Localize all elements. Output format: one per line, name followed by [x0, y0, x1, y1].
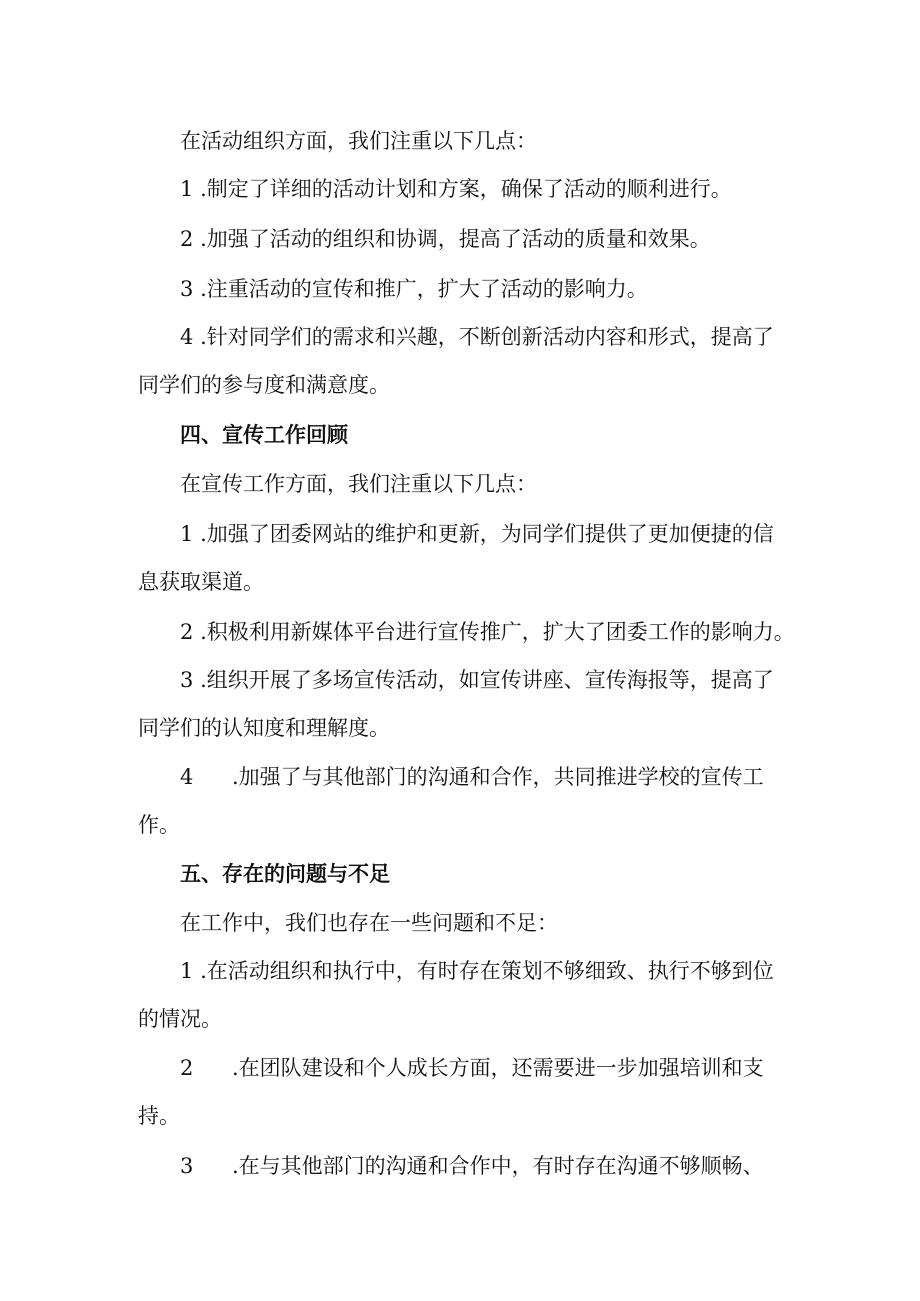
- list-text: .在与其他部门的沟通和合作中，有时存在沟通不够顺畅、: [232, 1154, 764, 1178]
- list-number: 3: [180, 277, 194, 301]
- list-number: 1: [180, 522, 194, 546]
- list-number: 4: [180, 765, 194, 789]
- list-number: 4: [180, 325, 194, 349]
- list-item: [138, 947, 788, 1043]
- list-item: [138, 656, 788, 752]
- section-heading-5: 五、存在的问题与不足: [180, 862, 390, 886]
- list-text: .针对同学们的需求和兴趣，不断创新活动内容和形式，提高了: [200, 325, 774, 349]
- list-text-continued: 同学们的认知度和理解度。: [138, 716, 390, 740]
- paragraph-text: 在工作中，我们也存在一些问题和不足：: [180, 911, 558, 935]
- list-text: .加强了与其他部门的沟通和合作，共同推进学校的宣传工: [232, 765, 764, 789]
- list-number: 2: [180, 227, 194, 251]
- list-text-continued: 的情况。: [138, 1007, 222, 1031]
- list-text-continued: 同学们的参与度和满意度。: [138, 373, 390, 397]
- list-text-continued: 持。: [138, 1104, 180, 1128]
- list-text: .制定了详细的活动计划和方案，确保了活动的顺利进行。: [200, 177, 732, 201]
- list-text: .在团队建设和个人成长方面，还需要进一步加强培训和支: [232, 1056, 764, 1080]
- section-heading-4: 四、宣传工作回顾: [180, 423, 348, 447]
- list-text: .组织开展了多场宣传活动，如宣传讲座、宣传海报等，提高了: [200, 668, 774, 692]
- list-item: [138, 313, 788, 409]
- paragraph-text: 在活动组织方面，我们注重以下几点：: [180, 129, 537, 153]
- list-item: [138, 215, 788, 263]
- list-text: .积极利用新媒体平台进行宣传推广，扩大了团委工作的影响力。: [200, 620, 795, 644]
- list-number: 1: [180, 959, 194, 983]
- list-item: [138, 1044, 788, 1140]
- paragraph-activity-intro: [138, 117, 788, 165]
- list-item: [138, 608, 795, 656]
- list-text: .在活动组织和执行中，有时存在策划不够细致、执行不够到位: [200, 959, 774, 983]
- paragraph-text: 在宣传工作方面，我们注重以下几点：: [180, 472, 537, 496]
- list-item: [138, 265, 788, 313]
- list-number: 3: [180, 1154, 194, 1178]
- list-item: [138, 165, 788, 213]
- list-number: 3: [180, 668, 194, 692]
- paragraph-publicity-intro: [138, 460, 788, 508]
- list-number: 2: [180, 1056, 194, 1080]
- list-text: .加强了活动的组织和协调，提高了活动的质量和效果。: [200, 227, 711, 251]
- list-text-continued: 作。: [138, 813, 180, 837]
- list-item: [138, 510, 788, 606]
- list-text: .注重活动的宣传和推广，扩大了活动的影响力。: [200, 277, 648, 301]
- list-item: [138, 1142, 788, 1190]
- list-text-continued: 息获取渠道。: [138, 570, 264, 594]
- list-number: 2: [180, 620, 194, 644]
- list-text: .加强了团委网站的维护和更新，为同学们提供了更加便捷的信: [200, 522, 774, 546]
- list-item: [138, 753, 788, 849]
- paragraph-problems-intro: [138, 899, 788, 947]
- list-number: 1: [180, 177, 194, 201]
